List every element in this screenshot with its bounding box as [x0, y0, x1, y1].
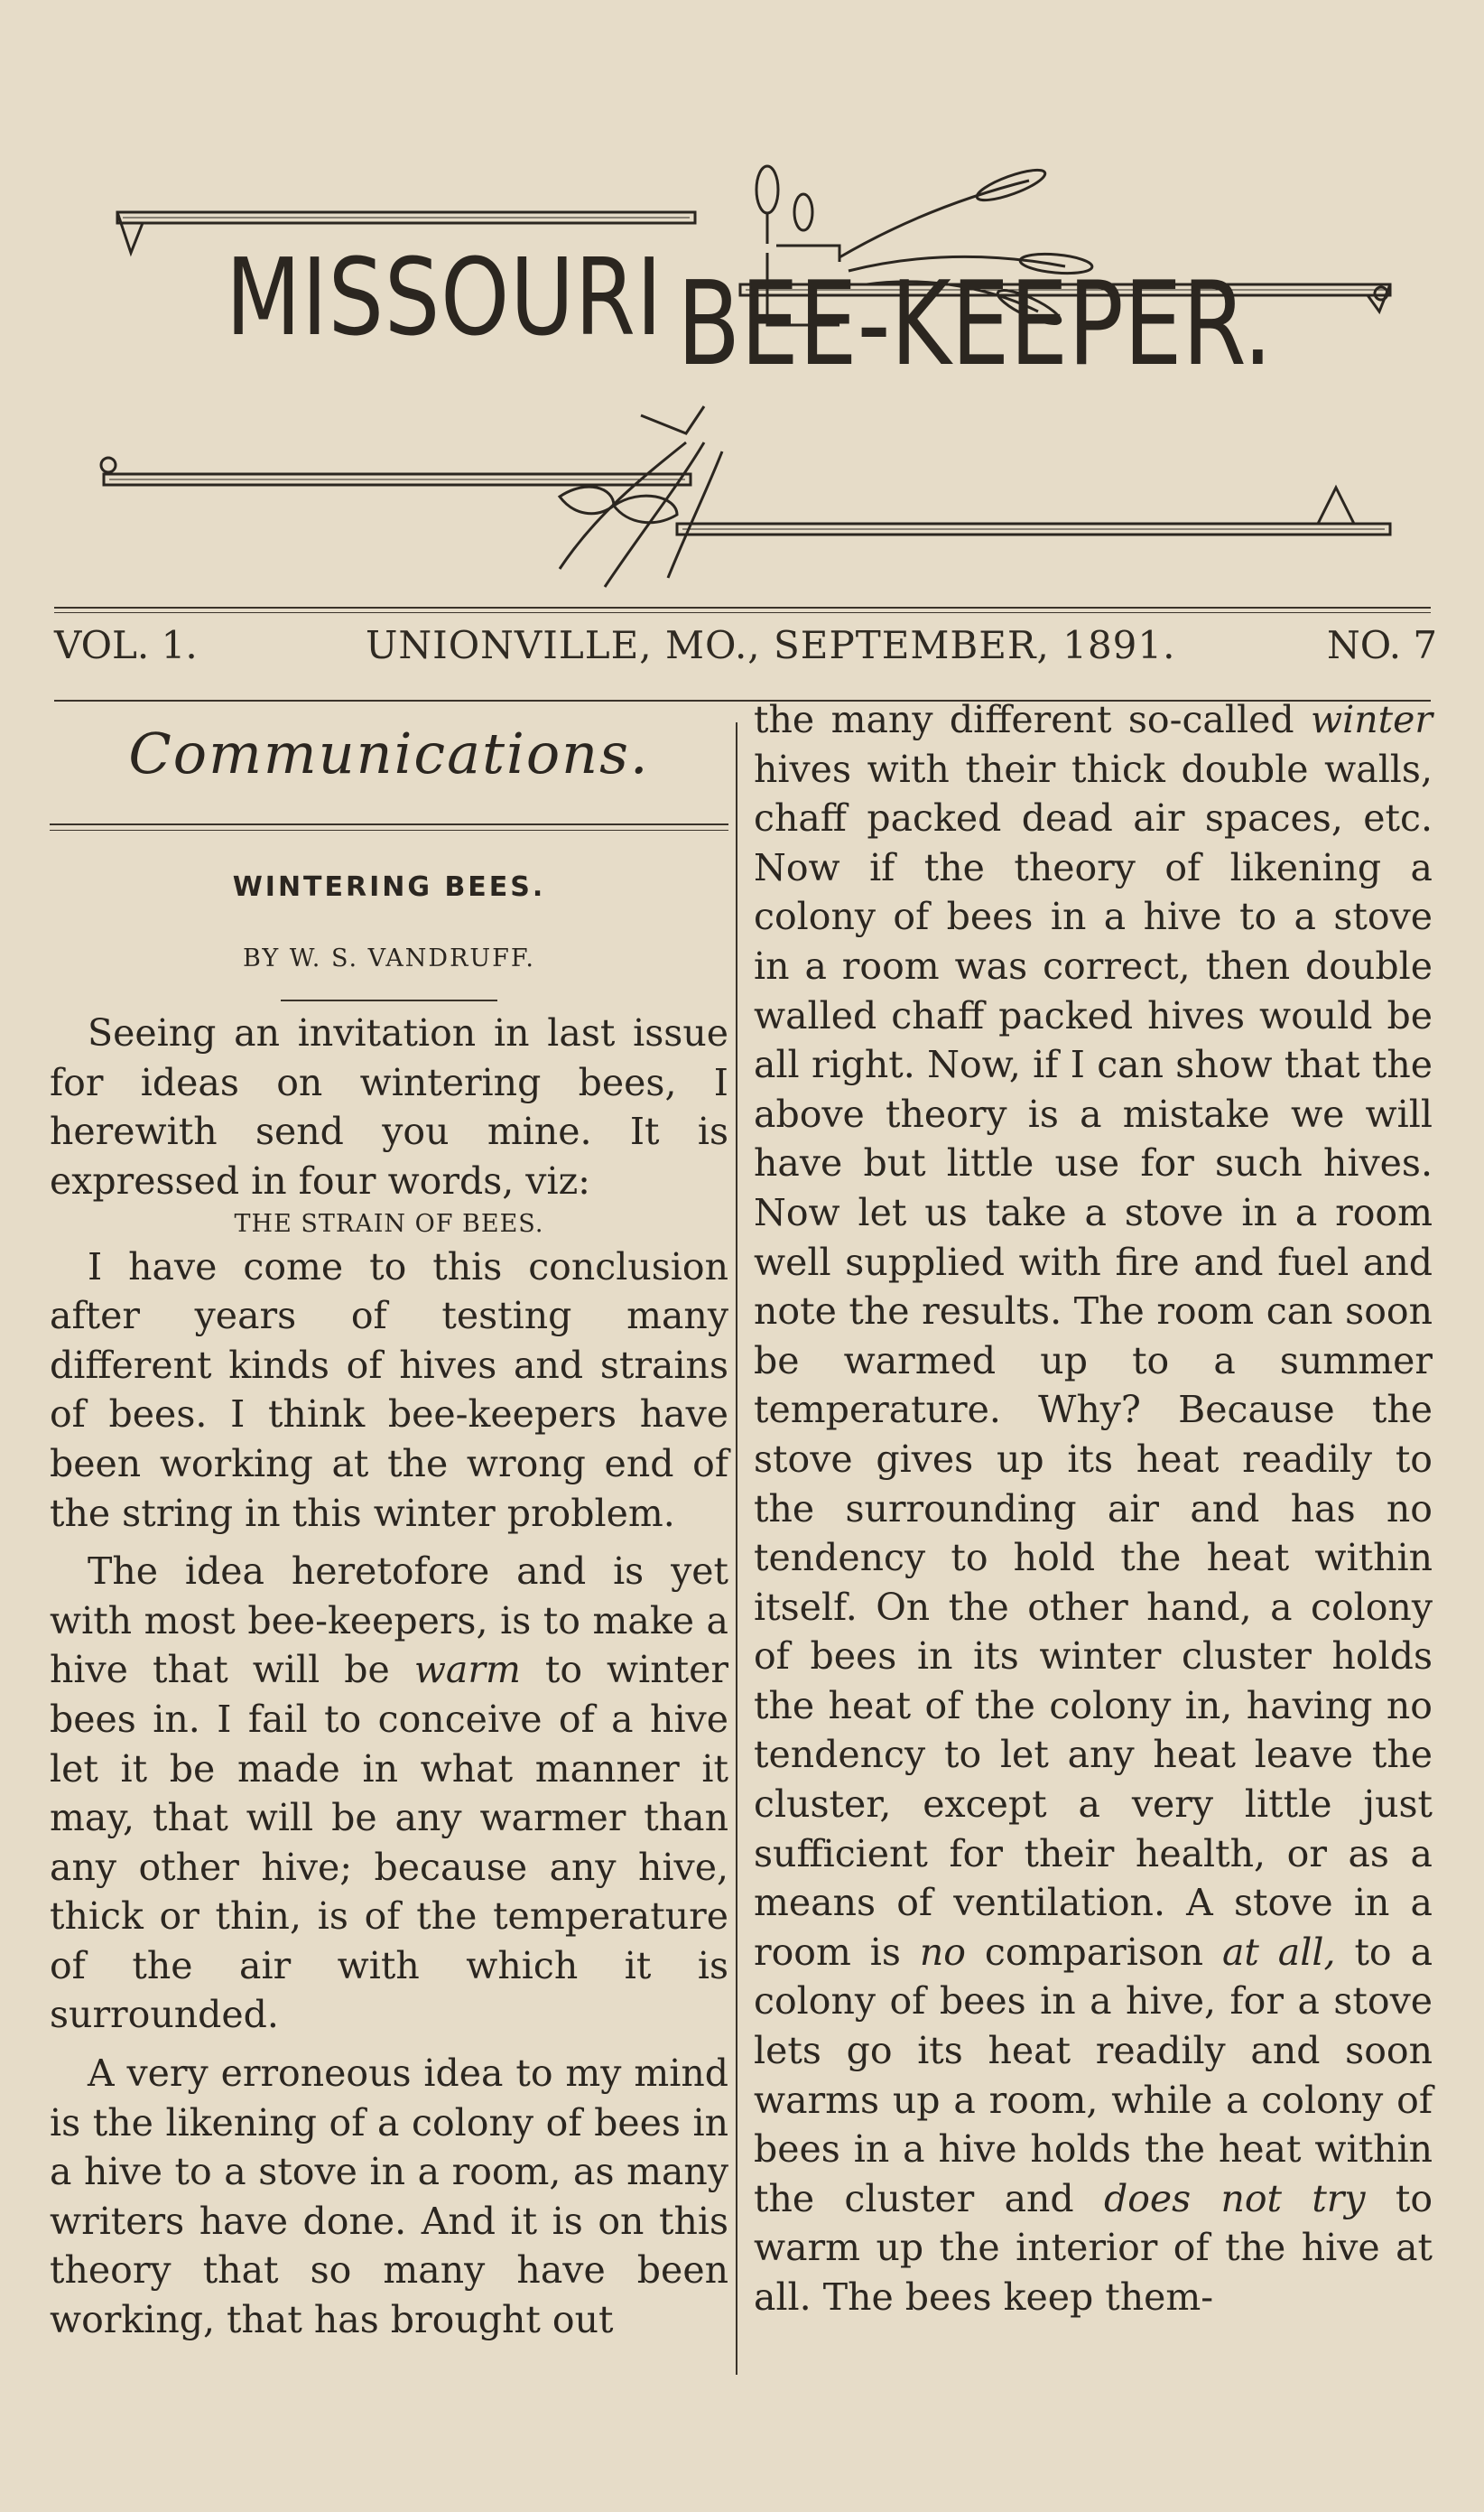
- masthead: [54, 117, 1408, 605]
- column-divider: [736, 722, 737, 2375]
- article-title: WINTERING BEES.: [232, 871, 546, 903]
- section-heading: Communications.: [128, 721, 650, 786]
- continued-emphasis-does-not-try: does not try: [1103, 2176, 1366, 2220]
- continued-text-c: comparison: [965, 1930, 1222, 1974]
- continued-emphasis-winter: winter: [1311, 698, 1433, 741]
- top-rule-thin: [54, 612, 1431, 613]
- volume-number: VOL. 1.: [54, 623, 198, 667]
- paragraph-4: A very erroneous idea to my mind is the likening of a colony of bees in a hive to a stove in a room, as many writers have done. And it is on this theory that so many have been working, that has brought out: [50, 2051, 728, 2342]
- continued-emphasis-no: no: [919, 1930, 966, 1974]
- right-column: [754, 695, 1433, 2322]
- masthead-title-left: MISSOURI: [226, 235, 663, 359]
- byline-rule: [281, 1000, 497, 1001]
- paragraph-2: I have come to this conclusion after years of testing many different kinds of hives and strains of bees. I think bee-keepers have been working at the wrong end of the string in this winter problem.: [50, 1244, 728, 1535]
- paragraph-3-text-b: to winter bees in. I fail to conceive of a hive let it be made in what manner it may, that will be any warmer than any other hive; because any hive, thick or thin, is of the temperature of the air with which it is surrounded.: [50, 1648, 728, 2037]
- continued-text-e: to warm up the interior of the hive at all. The bees keep them-: [754, 2176, 1433, 2319]
- article-byline: BY W. S. VANDRUFF.: [242, 944, 536, 972]
- paragraph-1: Seeing an invitation in last issue for ideas on wintering bees, I herewith send you mine. It is expressed in four words, viz:: [50, 1011, 728, 1203]
- continued-text-a: the many different so-called: [754, 698, 1312, 741]
- continued-text-b: hives with their thick double walls, chaff packed dead air spaces, etc. Now if the theory of likening a colony of bees in a hive to a stove in a room was correct, then double walled chaff packed hives would be all right. Now, if I can show that the above theory is a mistake we will have but little use for such hives. Now let us take a stove in a room well supplied with fire and fuel and note the results. The room can soon be warmed up to a summer temperature. Why? Because the stove gives up its heat readily to the surrounding air and has no tendency to hold the heat within itself. On the other hand, a colony of bees in its winter cluster holds the heat of the colony in, having no tendency to let any heat leave the cluster, except a very little just sufficient for their health, or as a means of ventilation. A stove in a room is: [754, 747, 1433, 1974]
- top-rule: [54, 607, 1431, 609]
- left-column: [50, 713, 728, 2345]
- masthead-title-right: BEE-KEEPER.: [677, 257, 1273, 392]
- issue-number: NO. 7: [1327, 623, 1438, 667]
- continued-text-d: to a colony of bees in a hive, for a stove lets go its heat readily and soon warms up a room, while a colony of bees in a hive holds the heat within the cluster and: [754, 1930, 1433, 2220]
- article-subhead: THE STRAIN OF BEES.: [234, 1209, 544, 1238]
- section-rule: [50, 823, 728, 831]
- paragraph-3: [50, 1547, 728, 2040]
- paragraph-continued: [754, 695, 1433, 2322]
- paragraph-3-emphasis: warm: [413, 1648, 521, 1692]
- paragraph-3-text-a: The idea heretofore and is yet with most bee-keepers, is to make a hive that will be: [50, 1549, 728, 1692]
- continued-emphasis-at-all: at all,: [1221, 1930, 1336, 1974]
- place-and-date: UNIONVILLE, MO., SEPTEMBER, 1891.: [366, 623, 1176, 667]
